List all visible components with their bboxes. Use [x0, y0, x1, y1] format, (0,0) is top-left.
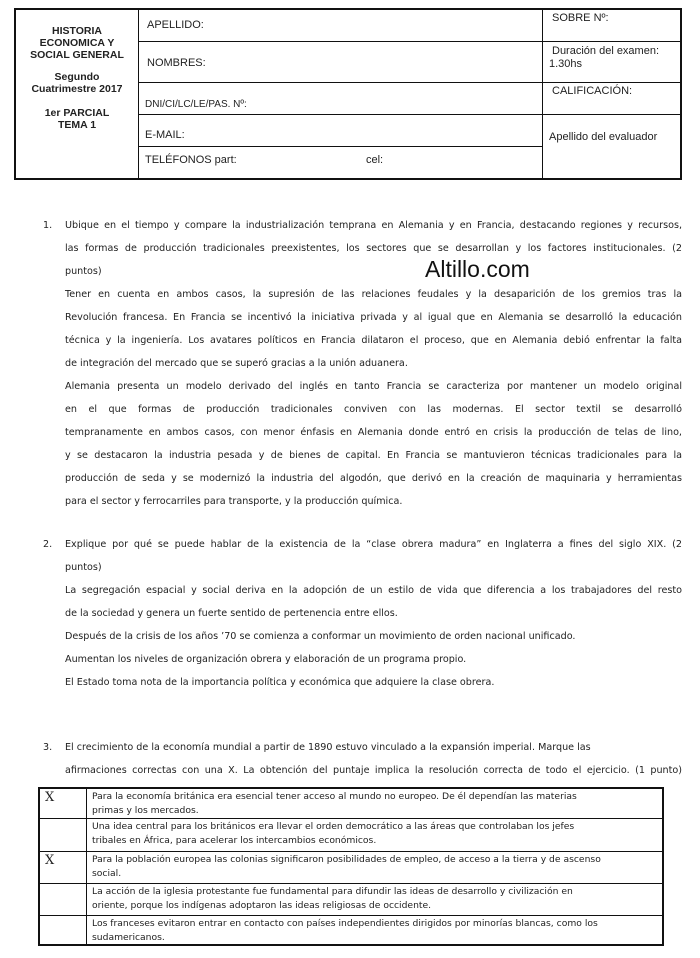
altillo-watermark: Altillo.com: [425, 256, 530, 282]
option-text-line: La acción de la iglesia protestante fue fundamental para difundir las ideas de desarrollo y civilización en: [92, 886, 573, 897]
telefonos-field[interactable]: [139, 147, 542, 180]
dni-label: DNI/CI/LC/LE/PAS. Nº:: [145, 99, 247, 110]
evaluador-label: Apellido del evaluador: [549, 131, 658, 143]
question-text-line: afirmaciones correctas con una X. La obtención del puntaje implica la resolución correcta de todo el ejercicio. (1 punto): [65, 765, 682, 776]
answer-text-line: El Estado toma nota de la importancia política y económica que adquiere la clase obrera.: [65, 677, 495, 688]
term-line: Cuatrimestre 2017: [31, 83, 123, 95]
duracion-cell: [543, 42, 680, 83]
option-checkbox[interactable]: [40, 884, 87, 915]
term-line: Segundo: [54, 71, 100, 83]
apellido-label: APELLIDO:: [147, 19, 204, 31]
answer-text-line: Aumentan los niveles de organización obrera y elaboración de un programa propio.: [65, 654, 467, 665]
apellido-field[interactable]: [139, 10, 542, 42]
calificacion-label: CALIFICACIÓN:: [552, 85, 633, 97]
answer-text-line: técnica y la ingeniería. Los avatares políticos en Francia dilataron el proceso, que en Alemania debió enfrentar la falta: [65, 335, 682, 346]
option-row: [40, 916, 662, 946]
telefonos-label: TELÉFONOS part:: [145, 154, 237, 166]
option-text-line: Para la economía británica era esencial tener acceso al mundo no europeo. De él dependían las materias: [92, 791, 577, 802]
option-text-line: Una idea central para los británicos era llevar el orden democrático a las áreas que controlaban los jefes: [92, 821, 575, 832]
question-text-line: puntos): [65, 266, 102, 277]
option-text: [92, 853, 657, 881]
option-text-line: sudamericanos.: [92, 932, 165, 943]
answer-text-line: Después de la crisis de los años ’70 se comienza a conformar un movimiento de orden nacional unificado.: [65, 631, 576, 642]
sobre-field[interactable]: [543, 10, 680, 42]
student-fields: [139, 10, 543, 178]
option-text-line: Los franceses evitaron entrar en contacto con países independientes dirigidos por minorías blancas, como los: [92, 918, 598, 929]
sobre-label: SOBRE Nº:: [552, 12, 609, 24]
dni-field[interactable]: [139, 83, 542, 115]
answer-text-line: Tener en cuenta en ambos casos, la supresión de las relaciones feudales y la desaparición de los gremios tras la: [65, 289, 682, 300]
exam-header-table: [14, 8, 682, 180]
answer-text-line: La segregación espacial y social deriva en la adopción de un estilo de vida que diferencia a los trabajadores del resto: [65, 585, 682, 596]
nombres-field[interactable]: [139, 42, 542, 83]
option-checkbox[interactable]: X: [40, 789, 87, 818]
question-text-line: Explique por qué se puede hablar de la existencia de la “clase obrera madura” en Inglaterra a fines del siglo XIX. (2: [65, 539, 682, 550]
answer-text-line: Alemania presenta un modelo derivado del inglés en tanto Francia se caracteriza por mantener un modelo original: [65, 381, 682, 392]
option-row: [40, 819, 662, 852]
option-checkbox[interactable]: X: [40, 852, 87, 883]
option-row: [40, 852, 662, 884]
question-text-line: las formas de producción tradicionales preexistentes, los sectores que se desarrollan y los factores institucionales. (2: [65, 243, 682, 254]
option-text-line: primas y los mercados.: [92, 805, 199, 816]
course-title-line: SOCIAL GENERAL: [30, 49, 124, 61]
calificacion-field[interactable]: [543, 83, 680, 115]
nombres-label: NOMBRES:: [147, 57, 206, 69]
cel-label: cel:: [366, 154, 384, 166]
answer-text-line: tempranamente en ambos casos, con menor énfasis en Alemania donde entró en crisis la producción de telas de lino,: [65, 427, 682, 438]
answer-text-line: de la sociedad y genera un fuerte sentido de pertenencia entre ellos.: [65, 608, 398, 619]
course-info-cell: [16, 10, 139, 178]
option-text-line: oriente, porque los indígenas adoptaron las ideas religiosas de occidente.: [92, 900, 432, 911]
question-number: 2.: [43, 539, 53, 550]
option-text-line: tribales en África, para acelerar los intercambios económicos.: [92, 835, 377, 846]
option-text-line: social.: [92, 868, 122, 879]
exam-line: TEMA 1: [57, 119, 97, 131]
option-text: [92, 917, 657, 945]
exam-line: 1er PARCIAL: [44, 107, 110, 119]
answer-text-line: en el que formas de producción tradicionales conviven con las modernas. El sector textil se desarrolló: [65, 404, 682, 415]
option-checkbox[interactable]: [40, 916, 87, 946]
email-field[interactable]: [139, 115, 542, 147]
answer-text-line: Revolución francesa. En Francia se incentivó la iniciativa privada y al igual que en Alemania se desarrolló la educación: [65, 312, 682, 323]
option-checkbox[interactable]: [40, 819, 87, 851]
question-text-line: El crecimiento de la economía mundial a partir de 1890 estuvo vinculado a la expansión imperial. Marque las: [65, 742, 591, 753]
answer-text-line: de integración del mercado que se superó gracias a la unión aduanera.: [65, 358, 408, 369]
answer-text-line: para el sector y ferrocarriles para transporte, y la producción química.: [65, 496, 403, 507]
option-row: [40, 789, 662, 819]
question-number: 3.: [43, 742, 53, 753]
option-row: [40, 884, 662, 916]
question-text-line: Ubique en el tiempo y compare la industrialización temprana en Alemania y en Francia, destacando regiones y recursos,: [65, 220, 682, 231]
course-title-line: ECONOMICA Y: [39, 37, 115, 49]
answer-text-line: y se destacaron la industria pesada y de bienes de capital. En Francia se mantuvieron técnicas tradicionales para la: [65, 450, 682, 461]
question-number: 1.: [43, 220, 53, 231]
answer-options-table: [38, 787, 664, 946]
exam-meta-fields: [543, 10, 680, 178]
option-text: [92, 820, 657, 848]
course-title-line: HISTORIA: [52, 25, 102, 37]
evaluador-field[interactable]: [543, 115, 680, 180]
answer-text-line: producción de seda y se modernizó la industria del algodón, que derivó en la creación de maquinaria y herramientas: [65, 473, 682, 484]
email-label: E-MAIL:: [145, 129, 185, 141]
duracion-value: 1.30hs: [549, 58, 583, 70]
duracion-label: Duración del examen:: [552, 45, 660, 57]
question-text-line: puntos): [65, 562, 102, 573]
option-text: [92, 790, 657, 818]
option-text: [92, 885, 657, 913]
option-text-line: Para la población europea las colonias significaron posibilidades de empleo, de acceso a la tierra y de ascenso: [92, 854, 601, 865]
